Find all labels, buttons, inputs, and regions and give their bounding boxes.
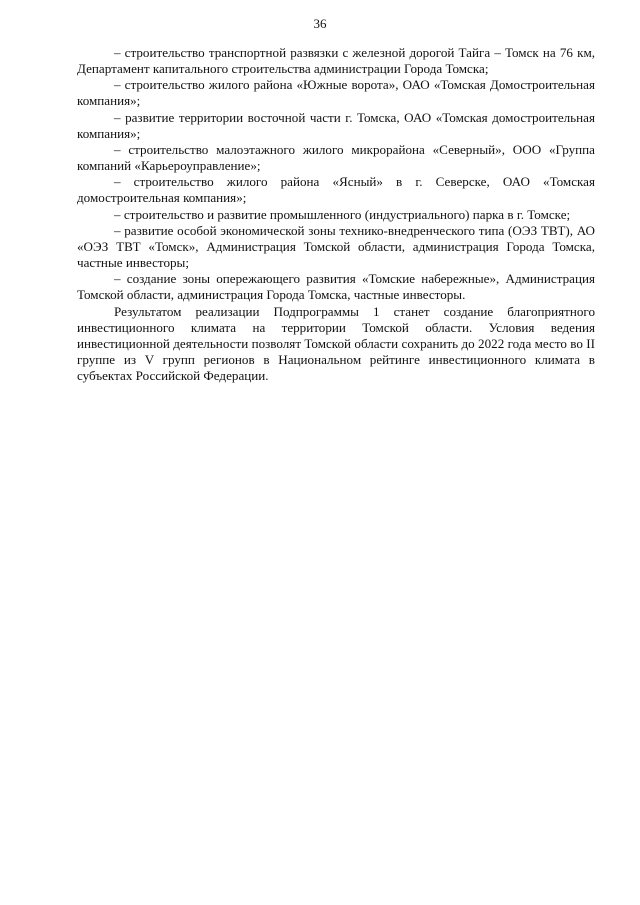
list-item-eastern-tomsk: – развитие территории восточной части г. Томска, ОАО «Томская домостроительная компания»; [77,109,595,141]
list-item-yasny: – строительство жилого района «Ясный» в г. Северске, ОАО «Томская домостроительная компания»; [77,174,595,206]
document-body [77,45,595,384]
page-number: 36 [313,16,327,31]
list-item-yuzhnye-vorota: – строительство жилого района «Южные ворота», ОАО «Томская Домостроительная компания»; [77,77,595,109]
list-item-severny: – строительство малоэтажного жилого микрорайона «Северный», ООО «Группа компаний «Карьероуправление»; [77,141,595,174]
list-item-tomsk-embankments: – создание зоны опережающего развития «Томские набережные», Администрация Томской области, администрация Города Томска, частные инвесторы. [77,271,595,303]
list-item-transport-interchange: – строительство транспортной развязки с железной дорогой Тайга – Томск на 76 км, Департамент капитального строительства администрации Города Томска; [77,45,595,77]
list-item-special-economic-zone: – развитие особой экономической зоны технико-внедренческого типа (ОЭЗ ТВТ), АО «ОЭЗ ТВТ «Томск», Администрация Томской области, администрация Города Томска, частные инвесторы; [77,222,595,271]
list-item-industrial-park: – строительство и развитие промышленного (индустриального) парка в г. Томске; [114,206,571,222]
conclusion-paragraph: Результатом реализации Подпрограммы 1 станет создание благоприятного инвестиционного климата на территории Томской области. Условия ведения инвестиционной деятельности позволят Томской области сохранить до 2022 года место во II группе из V групп регионов в Национальном рейтинге инвестиционного климата в субъектах Российской Федерации. [77,303,595,384]
